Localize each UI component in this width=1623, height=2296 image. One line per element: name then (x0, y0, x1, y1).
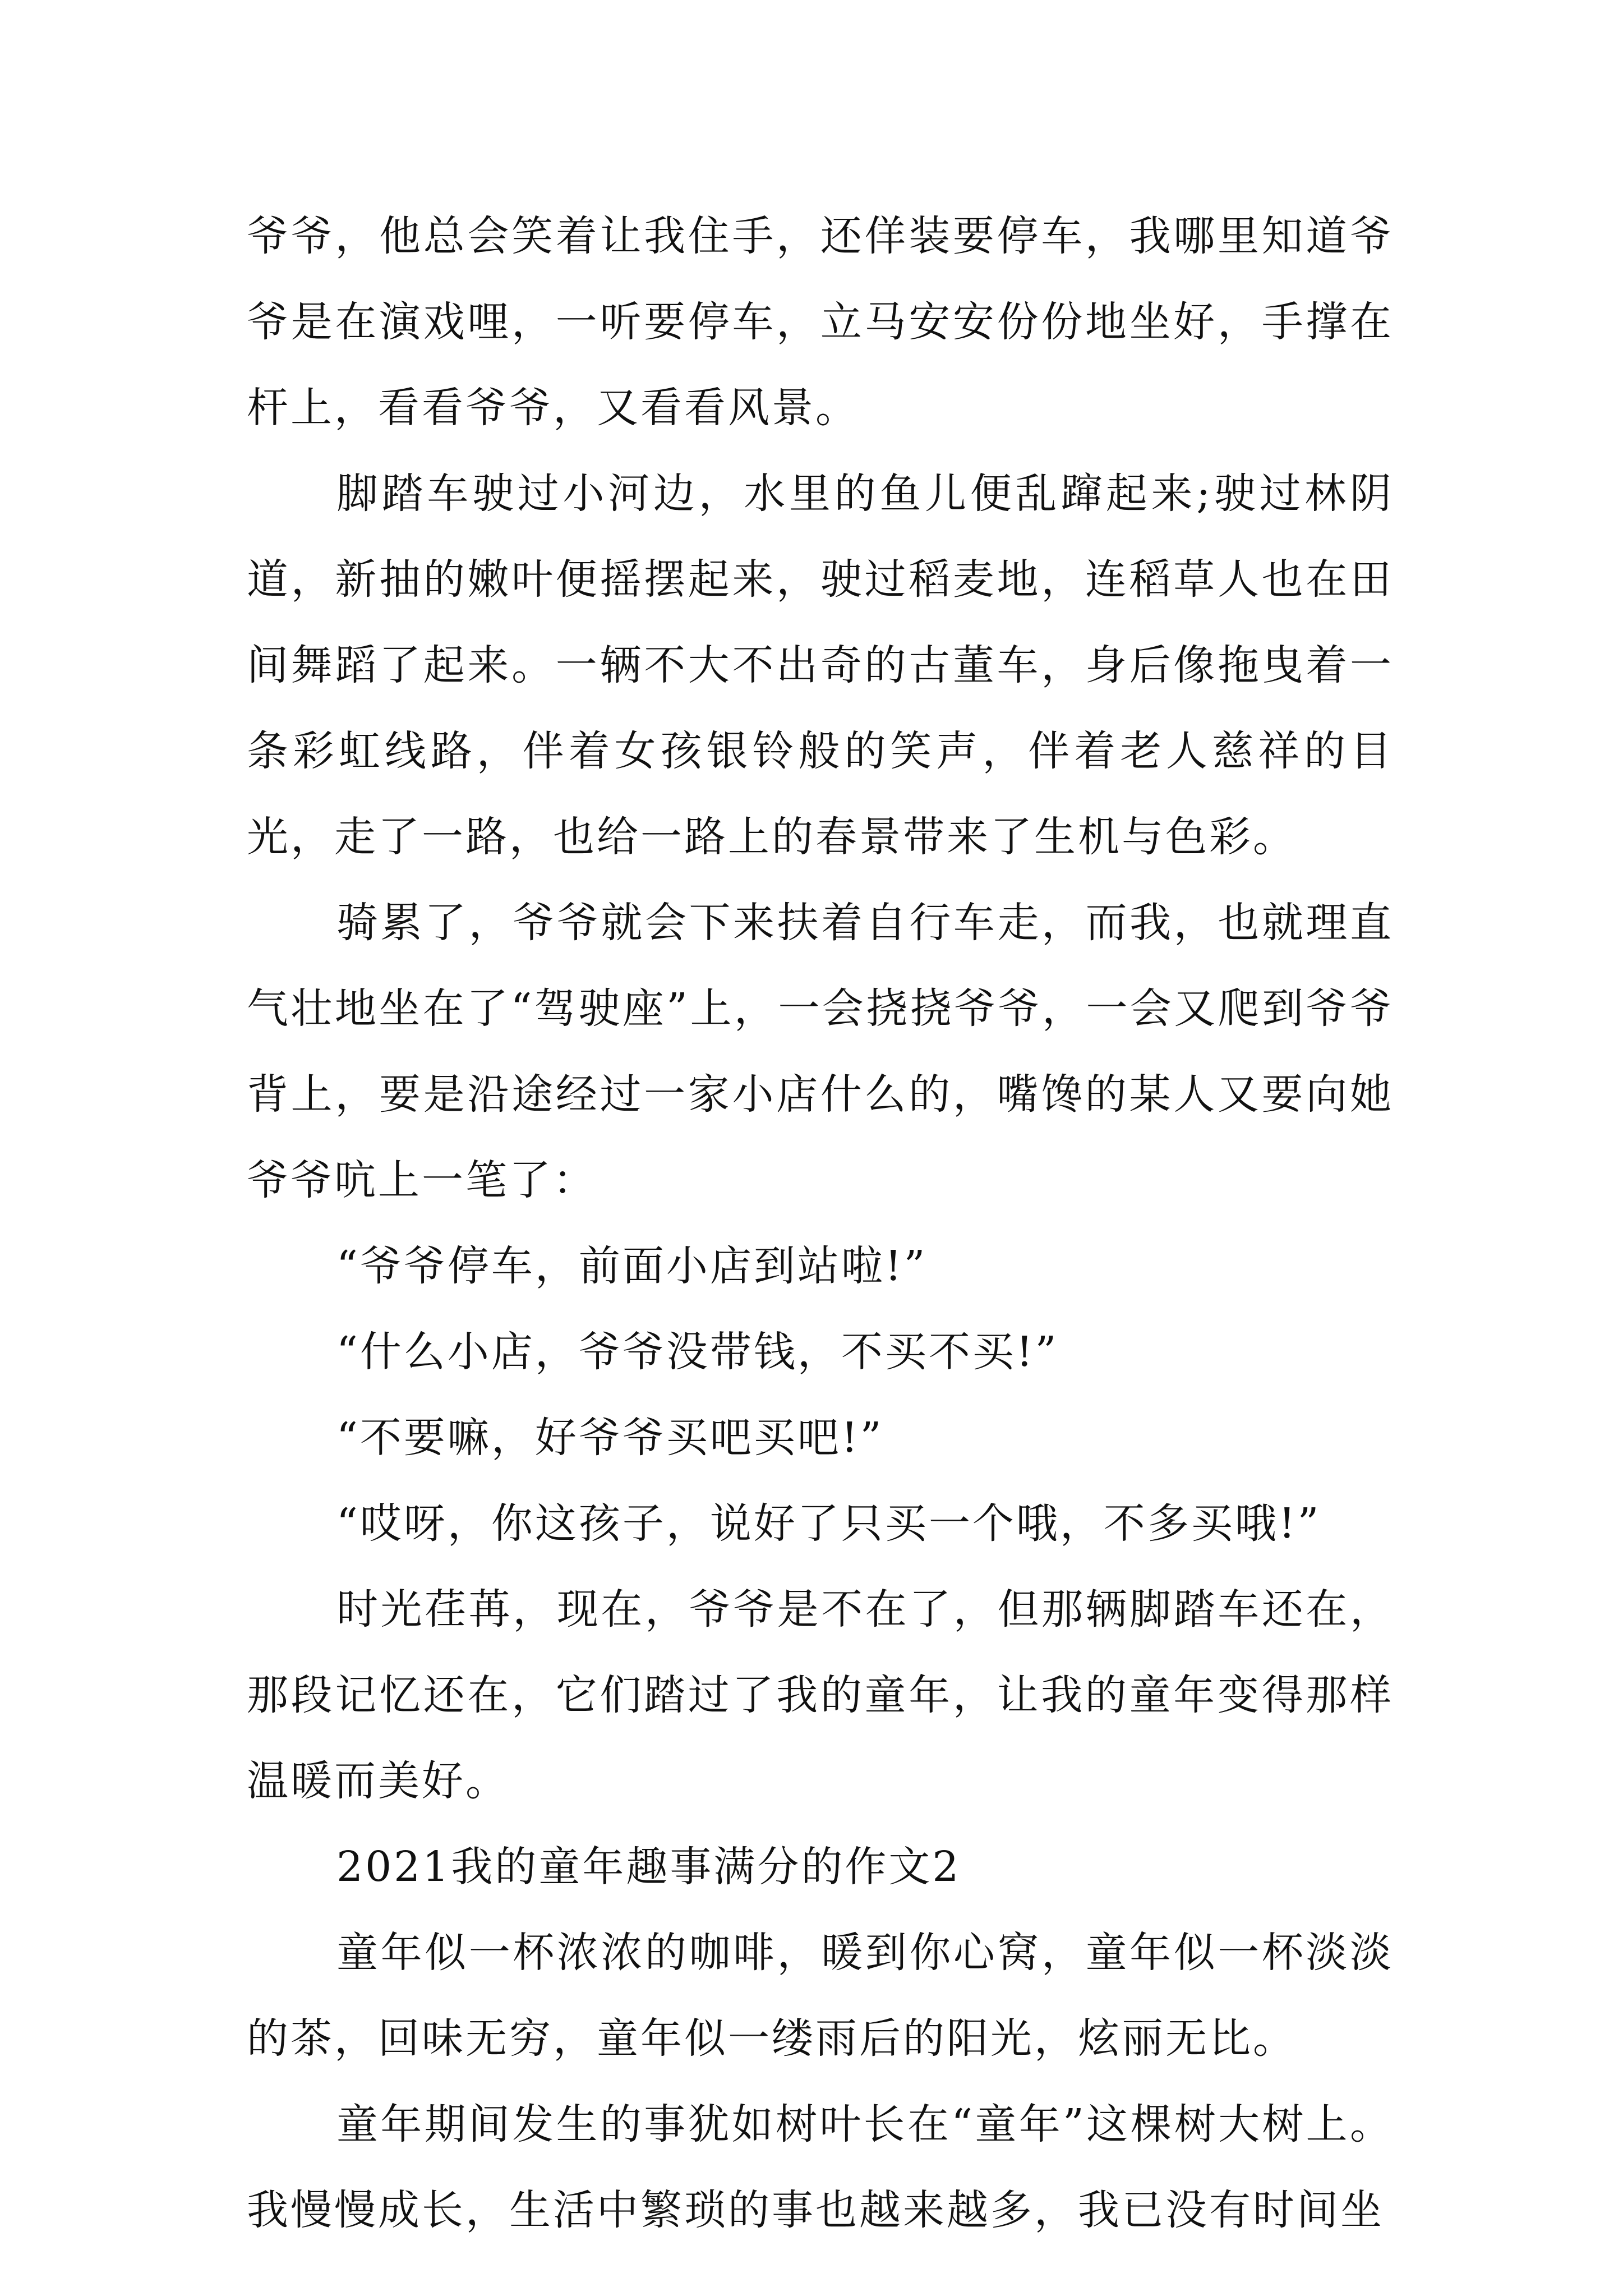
paragraph-driver-seat: 骑累了，爷爷就会下来扶着自行车走，而我，也就理直气壮地坐在了“驾驶座”上，一会挠挠爷爷，一会又爬到爷爷背上，要是沿途经过一家小店什么的，嘴馋的某人又要向她爷爷吭上一笔了： (247, 899, 1394, 1204)
dialogue-line-4: “哎呀，你这孩子，说好了只买一个哦，不多买哦!” (336, 1499, 1321, 1548)
paragraph-bicycle-ride: 脚踏车驶过小河边，水里的鱼儿便乱蹿起来;驶过林阴道，新抽的嫩叶便摇摆起来，驶过稻麦地，连稻草人也在田间舞蹈了起来。一辆不大不出奇的古董车，身后像拖曳着一条彩虹线路，伴着女孩银铃般的笑声，伴着老人慈祥的目光，走了一路，也给一路上的春景带来了生机与色彩。 (247, 470, 1394, 861)
dialogue-line-1: “爷爷停车，前面小店到站啦!” (336, 1242, 928, 1290)
dialogue-line-2: “什么小店，爷爷没带钱，不买不买!” (336, 1328, 1059, 1376)
paragraph-childhood-metaphor: 童年似一杯浓浓的咖啡，暖到你心窝，童年似一杯淡淡的茶，回味无穷，童年似一缕雨后的阳光，炫丽无比。 (247, 1929, 1394, 2063)
essay-heading: 2021我的童年趣事满分的作文2 (336, 1843, 961, 1891)
paragraph-memory: 时光荏苒，现在，爷爷是不在了，但那辆脚踏车还在，那段记忆还在，它们踏过了我的童年，让我的童年变得那样温暖而美好。 (247, 1585, 1394, 1805)
paragraph-continuation: 爷爷，他总会笑着让我住手，还佯装要停车，我哪里知道爷爷是在演戏哩，一听要停车，立马安安份份地坐好，手撑在杆上，看看爷爷，又看看风景。 (247, 212, 1394, 432)
paragraph-childhood-tree: 童年期间发生的事犹如树叶长在“童年”这棵树大树上。我慢慢成长，生活中繁琐的事也越来越多，我已没有时间坐 (247, 2100, 1394, 2234)
document-body (247, 194, 1394, 2253)
dialogue-line-3: “不要嘛，好爷爷买吧买吧!” (336, 1414, 884, 1462)
